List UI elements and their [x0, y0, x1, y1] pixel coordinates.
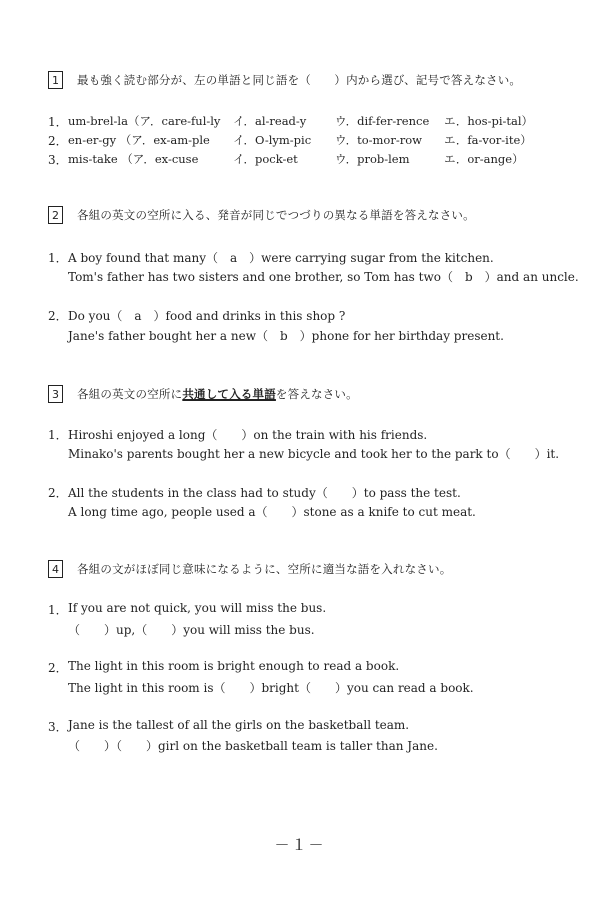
section-instruction	[77, 386, 358, 402]
question-sentence: If you are not quick, you will miss the bus.	[68, 601, 327, 615]
section-number-box: 3	[48, 385, 63, 403]
instruction-pre: 各組の英文の空所に	[77, 387, 183, 401]
question-sentence: Hiroshi enjoyed a long（ ）on the train with his friends.	[68, 428, 428, 442]
choice-b: イ．O-lym-pic	[233, 133, 312, 147]
question-sentence: Jane's father bought her a new（ b ）phone for her birthday present.	[68, 329, 504, 343]
item-number: 1．	[48, 428, 68, 442]
choice-b: イ．al-read-y	[233, 114, 307, 128]
item-number: 3．	[48, 153, 68, 167]
section-2-header	[48, 206, 475, 224]
section-instruction: 最も強く読む部分が、左の単語と同じ語を（ ）内から選び、記号で答えなさい。	[77, 73, 522, 87]
vocab-word: mis-take （ア．ex-cuse	[68, 152, 199, 166]
choice-c: ウ．to-mor-row	[335, 133, 422, 147]
question-sentence: The light in this room is bright enough to read a book.	[68, 659, 400, 673]
choice-d: エ．hos-pi-tal）	[444, 114, 534, 128]
choice-d: エ．fa-vor-ite）	[444, 133, 532, 147]
vocab-word: um-brel-la（ア．care-ful-ly	[68, 114, 221, 128]
section-instruction: 各組の英文の空所に入る、発音が同じでつづりの異なる単語を答えなさい。	[77, 208, 475, 222]
choice-b: イ．pock-et	[233, 152, 298, 166]
instruction-emphasis: 共通して入る単語	[182, 387, 276, 401]
question-sentence: Jane is the tallest of all the girls on the basketball team.	[68, 718, 410, 732]
choice-c: ウ．prob-lem	[335, 152, 410, 166]
question-sentence: （ ）up,（ ）you will miss the bus.	[68, 623, 315, 637]
question-sentence: Minako's parents bought her a new bicycle and took her to the park to（ ）it.	[68, 447, 560, 461]
vocab-word: en-er-gy （ア．ex-am-ple	[68, 133, 210, 147]
item-number: 3．	[48, 720, 68, 734]
question-sentence: Do you（ a ）food and drinks in this shop ?	[68, 309, 346, 323]
section-1-header	[48, 71, 521, 89]
choice-d: エ．or-ange）	[444, 152, 524, 166]
section-number-box: 2	[48, 206, 63, 224]
question-sentence: （ ）（ ）girl on the basketball team is taller than Jane.	[68, 739, 438, 753]
choice-c: ウ．dif-fer-rence	[335, 114, 430, 128]
item-number: 1．	[48, 603, 68, 617]
question-sentence: Tom's father has two sisters and one brother, so Tom has two（ b ）and an uncle.	[68, 270, 579, 284]
section-instruction: 各組の文がほぼ同じ意味になるように、空所に適当な語を入れなさい。	[77, 562, 452, 576]
instruction-post: を答えなさい。	[275, 387, 358, 401]
item-number: 2．	[48, 134, 68, 148]
question-sentence: All the students in the class had to study（ ）to pass the test.	[68, 486, 461, 500]
item-number: 2．	[48, 661, 68, 675]
page-number: －１－	[274, 836, 326, 854]
section-4-header	[48, 560, 451, 578]
section-number-box: 1	[48, 71, 63, 89]
section-3-header	[48, 385, 358, 403]
item-number: 2．	[48, 309, 68, 323]
question-sentence: A boy found that many（ a ）were carrying sugar from the kitchen.	[68, 251, 494, 265]
item-number: 1．	[48, 251, 68, 265]
item-number: 2．	[48, 486, 68, 500]
question-sentence: A long time ago, people used a（ ）stone as a knife to cut meat.	[68, 505, 476, 519]
question-sentence: The light in this room is（ ）bright（ ）you can read a book.	[68, 681, 474, 695]
section-number-box: 4	[48, 560, 63, 578]
item-number: 1．	[48, 115, 68, 129]
